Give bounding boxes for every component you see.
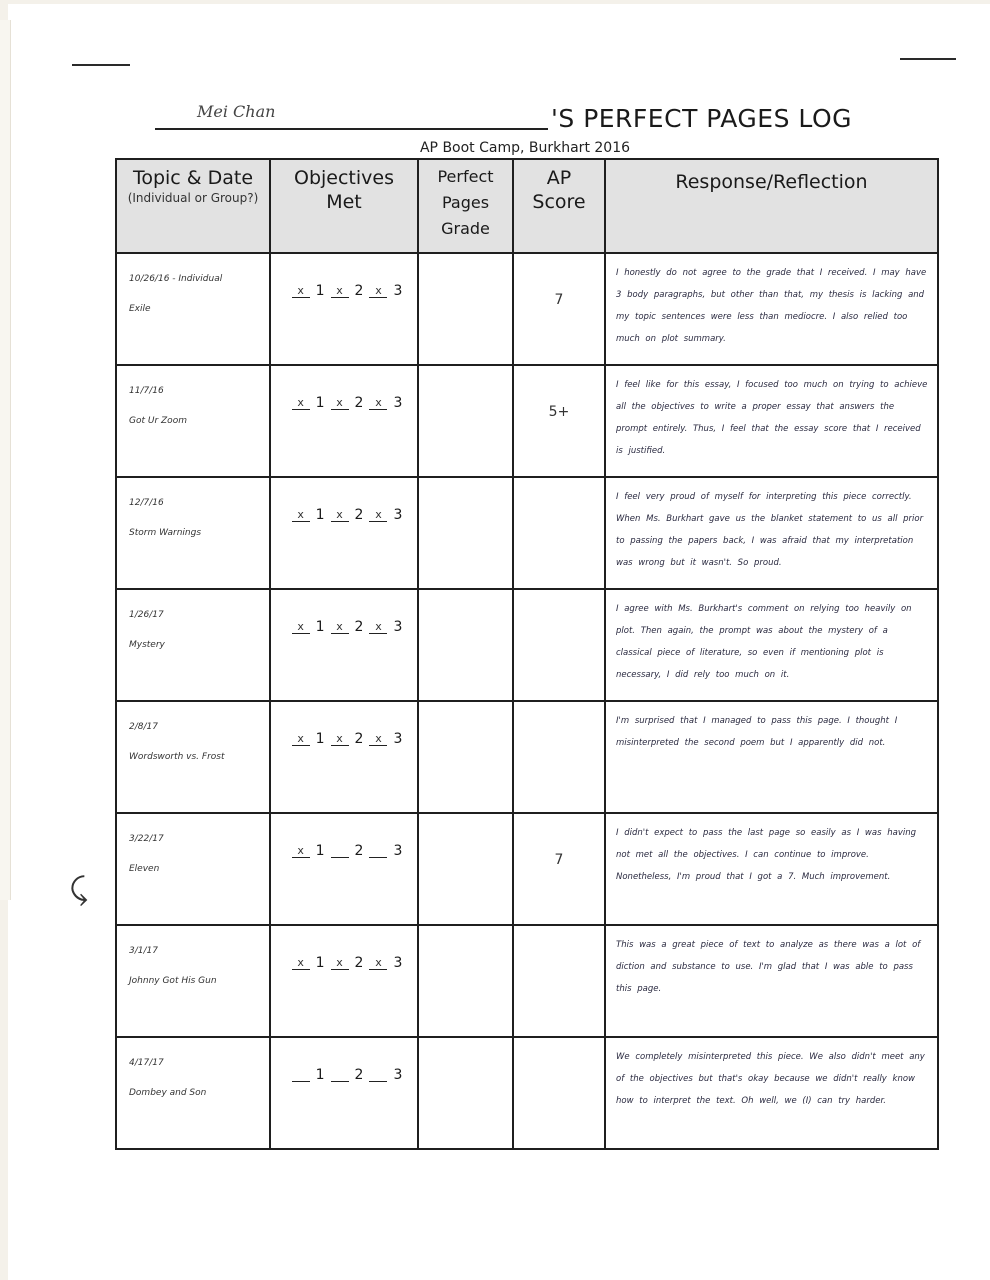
- objective-mark-2: x: [331, 621, 349, 634]
- objective-number-2: 2: [354, 955, 364, 971]
- objective-mark-1: x: [292, 509, 310, 522]
- perfect-pages-grade: [419, 366, 512, 404]
- topic-date: 4/17/17: [129, 1058, 164, 1068]
- objective-mark-2: [331, 857, 349, 858]
- perfect-pages-grade: [419, 702, 512, 740]
- objective-mark-3: [369, 1081, 387, 1082]
- ap-score: [514, 1038, 604, 1076]
- objective-mark-1: x: [292, 621, 310, 634]
- header-ap-score: [513, 159, 605, 253]
- objective-number-2: 2: [354, 283, 364, 299]
- log-row: [116, 925, 938, 1037]
- objective-number-1: 1: [315, 395, 325, 411]
- topic-name: Storm Warnings: [129, 528, 202, 538]
- objective-number-1: 1: [315, 1067, 325, 1083]
- ap-score: [514, 702, 604, 740]
- objective-mark-3: x: [369, 509, 387, 522]
- objectives-checklist: [271, 926, 417, 970]
- topic-name: Dombey and Son: [129, 1088, 207, 1098]
- objectives-checklist: [271, 590, 417, 634]
- objectives-cell: [270, 589, 418, 701]
- binder-clip-left: [72, 64, 130, 66]
- objective-mark-1: x: [292, 397, 310, 410]
- perfect-pages-grade: [419, 926, 512, 964]
- log-row: [116, 477, 938, 589]
- perfect-pages-grade-cell: [418, 925, 513, 1037]
- topic-name: Eleven: [129, 864, 160, 874]
- reflection-cell: [605, 477, 938, 589]
- objective-mark-3: x: [369, 733, 387, 746]
- ap-score-cell: [513, 589, 605, 701]
- objective-number-2: 2: [354, 1067, 364, 1083]
- objective-number-2: 2: [354, 507, 364, 523]
- log-row: [116, 1037, 938, 1149]
- header-topic-date: [116, 159, 270, 253]
- perfect-pages-grade: [419, 1038, 512, 1076]
- objectives-checklist: [271, 1038, 417, 1082]
- header-perfect-pages-label: Perfect Pages Grade: [437, 167, 494, 238]
- topic-date: 12/7/16: [129, 498, 164, 508]
- binder-clip-right: [900, 58, 956, 60]
- topic-cell: [116, 477, 270, 589]
- header-reflection: [605, 159, 938, 253]
- objectives-cell: [270, 477, 418, 589]
- reflection-text: This was a great piece of text to analyze as there was a lot of diction and substance to use. I'm glad that I was able to pass this page.: [616, 940, 921, 994]
- objective-number-1: 1: [315, 283, 325, 299]
- reflection-text: I feel like for this essay, I focused too much on trying to achieve all the objectives to write a proper essay that answers the prompt entirely. Thus, I feel that the essay score that I received is justified.: [616, 380, 928, 456]
- ap-score-cell: [513, 813, 605, 925]
- ap-score-cell: [513, 477, 605, 589]
- objective-mark-2: x: [331, 509, 349, 522]
- reflection-cell: [605, 253, 938, 365]
- ap-score: [514, 926, 604, 964]
- objectives-checklist: [271, 478, 417, 522]
- objectives-checklist: [271, 702, 417, 746]
- objective-mark-1: x: [292, 957, 310, 970]
- objective-mark-1: x: [292, 845, 310, 858]
- objective-number-2: 2: [354, 731, 364, 747]
- ap-score-cell: [513, 253, 605, 365]
- objectives-checklist: [271, 814, 417, 858]
- objectives-cell: [270, 925, 418, 1037]
- topic-cell: [116, 925, 270, 1037]
- perfect-pages-grade-cell: [418, 1037, 513, 1149]
- objective-mark-3: [369, 857, 387, 858]
- objectives-cell: [270, 701, 418, 813]
- objective-number-2: 2: [354, 843, 364, 859]
- header-perfect-pages: [418, 159, 513, 253]
- ap-score: [514, 478, 604, 516]
- topic-date: 3/1/17: [129, 946, 158, 956]
- objective-number-1: 1: [315, 843, 325, 859]
- topic-cell: [116, 589, 270, 701]
- objective-number-3: 3: [393, 843, 403, 859]
- header-reflection-label: Response/Reflection: [675, 171, 868, 193]
- reflection-cell: [605, 589, 938, 701]
- reflection-cell: [605, 365, 938, 477]
- objective-number-3: 3: [393, 395, 403, 411]
- perfect-pages-grade-cell: [418, 589, 513, 701]
- header-objectives: [270, 159, 418, 253]
- log-row: [116, 365, 938, 477]
- perfect-pages-grade-cell: [418, 813, 513, 925]
- objective-number-2: 2: [354, 395, 364, 411]
- objectives-cell: [270, 253, 418, 365]
- header-objectives-label: Objectives Met: [294, 167, 394, 213]
- perfect-pages-grade: [419, 590, 512, 628]
- header-topic-sublabel: (Individual or Group?): [127, 191, 259, 205]
- objective-mark-2: x: [331, 957, 349, 970]
- objective-mark-2: x: [331, 397, 349, 410]
- perfect-pages-grade: [419, 254, 512, 292]
- topic-name: Got Ur Zoom: [129, 416, 187, 426]
- ap-score: 5+: [548, 404, 570, 420]
- topic-name: Exile: [129, 304, 151, 314]
- ap-score-cell: [513, 701, 605, 813]
- objective-mark-3: x: [369, 397, 387, 410]
- objectives-cell: [270, 365, 418, 477]
- topic-cell: [116, 365, 270, 477]
- topic-cell: [116, 253, 270, 365]
- objective-mark-3: x: [369, 957, 387, 970]
- objective-number-1: 1: [315, 955, 325, 971]
- objective-mark-1: [292, 1081, 310, 1082]
- name-line: [155, 128, 548, 130]
- objective-number-3: 3: [393, 731, 403, 747]
- perfect-pages-grade-cell: [418, 365, 513, 477]
- objective-number-1: 1: [315, 619, 325, 635]
- topic-name: Mystery: [129, 640, 165, 650]
- objective-number-3: 3: [393, 507, 403, 523]
- objective-number-3: 3: [393, 619, 403, 635]
- log-row: [116, 701, 938, 813]
- objective-mark-2: x: [331, 733, 349, 746]
- log-table: [115, 158, 939, 1150]
- ap-score-cell: [513, 365, 605, 477]
- log-row: [116, 253, 938, 365]
- topic-date: 1/26/17: [129, 610, 164, 620]
- objective-mark-3: x: [369, 621, 387, 634]
- objective-number-2: 2: [354, 619, 364, 635]
- ap-score-cell: [513, 1037, 605, 1149]
- objective-mark-1: x: [292, 733, 310, 746]
- objectives-checklist: [271, 366, 417, 410]
- objective-number-3: 3: [393, 283, 403, 299]
- log-row: [116, 813, 938, 925]
- header-row: [116, 159, 938, 253]
- objective-mark-1: x: [292, 285, 310, 298]
- reflection-text: I'm surprised that I managed to pass this page. I thought I misinterpreted the second poem but I apparently did not.: [616, 716, 898, 748]
- ap-score: 7: [554, 852, 564, 868]
- objective-number-3: 3: [393, 1067, 403, 1083]
- topic-cell: [116, 1037, 270, 1149]
- topic-name: Johnny Got His Gun: [129, 976, 217, 986]
- objective-mark-2: [331, 1081, 349, 1082]
- objectives-cell: [270, 1037, 418, 1149]
- header-topic-label: Topic & Date: [132, 167, 254, 189]
- log-row: [116, 589, 938, 701]
- reflection-text: I feel very proud of myself for interpreting this piece correctly. When Ms. Burkhart gave us the blanket statement to us all prior to passing the papers back, I was afraid that my interpretation was wrong but it wasn't. So proud.: [616, 492, 924, 568]
- objective-number-3: 3: [393, 955, 403, 971]
- page-subtitle: AP Boot Camp, Burkhart 2016: [419, 140, 631, 156]
- topic-date: 3/22/17: [129, 834, 164, 844]
- topic-name: Wordsworth vs. Frost: [129, 752, 225, 762]
- objectives-checklist: [271, 254, 417, 298]
- perfect-pages-grade-cell: [418, 253, 513, 365]
- perfect-pages-grade-cell: [418, 701, 513, 813]
- reflection-cell: [605, 1037, 938, 1149]
- ap-score-cell: [513, 925, 605, 1037]
- objective-number-1: 1: [315, 731, 325, 747]
- ap-score: 7: [554, 292, 564, 308]
- topic-date: 2/8/17: [129, 722, 158, 732]
- topic-date: 10/26/16 - Individual: [129, 274, 223, 284]
- reflection-cell: [605, 925, 938, 1037]
- reflection-text: I agree with Ms. Burkhart's comment on relying too heavily on plot. Then again, the prompt was about the mystery of a classical piece of literature, so even if mentioning plot is necessary, I did rely too much on it.: [616, 604, 912, 680]
- objective-mark-3: x: [369, 285, 387, 298]
- reflection-cell: [605, 813, 938, 925]
- perfect-pages-grade: [419, 814, 512, 852]
- topic-cell: [116, 813, 270, 925]
- reflection-cell: [605, 701, 938, 813]
- perfect-pages-grade-cell: [418, 477, 513, 589]
- reflection-text: I honestly do not agree to the grade that I received. I may have 3 body paragraphs, but other than that, my thesis is lacking and my topic sentences were less than mediocre. I also relied too much on plot summary.: [616, 268, 927, 344]
- perfect-pages-grade: [419, 478, 512, 516]
- objective-mark-2: x: [331, 285, 349, 298]
- header-ap-score-label: AP Score: [532, 167, 586, 213]
- topic-cell: [116, 701, 270, 813]
- reflection-text: We completely misinterpreted this piece. We also didn't meet any of the objectives but that's okay because we didn't really know how to interpret the text. Oh well, we (I) can try harder.: [616, 1052, 925, 1106]
- reflection-text: I didn't expect to pass the last page so easily as I was having not met all the objectives. I can continue to improve. Nonetheless, I'm proud that I got a 7. Much improvement.: [616, 828, 916, 882]
- ap-score: [514, 590, 604, 628]
- margin-arrow-icon: ⤹: [70, 872, 88, 907]
- topic-date: 11/7/16: [129, 386, 164, 396]
- page-title: 'S PERFECT PAGES LOG: [551, 104, 852, 133]
- objective-number-1: 1: [315, 507, 325, 523]
- objectives-cell: [270, 813, 418, 925]
- student-name: Mei Chan: [197, 102, 276, 121]
